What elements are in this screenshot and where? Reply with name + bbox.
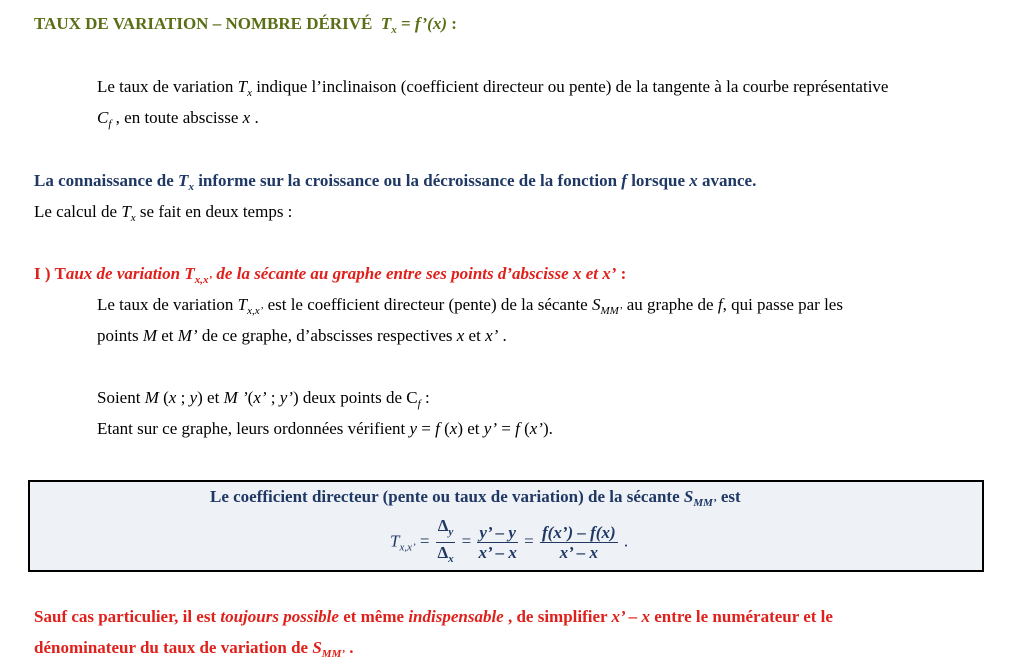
slope-formula: $T_{x,x’}$ = $\frac{\Delta_y}{\Delta_x}$ = $\frac{y’ - y}{x’ - x}$ = $\frac{f(x’) - f(x)}{x’ - x}$ . — [390, 516, 628, 560]
simplify-note-2: dénominateur du taux de variation de $S_{MM’}$ . — [34, 638, 354, 660]
function-fraction: $\frac{f(x’) - f(x)}{x’ - x}$ — [542, 523, 616, 562]
coordinates-fraction: $\frac{y’ - y}{x’ - x}$ — [478, 523, 517, 562]
calc-statement: Le calcul de $T_x$ se fait en deux temps : — [34, 202, 293, 224]
points-line-2: Etant sur ce graphe, leurs ordonnées vérifient y = f (x) et y’ = f (x’). — [97, 419, 553, 438]
formula-box — [28, 480, 984, 572]
secant-line-1: Le taux de variation $T_{x,x’}$ est le coefficient directeur (pente) de la sécante $S_{MM’}$ au graphe de f, qui passe par les — [97, 295, 843, 317]
intro-line-2: $C_f$ , en toute abscisse x . — [97, 108, 259, 130]
formula-box-heading: Le coefficient directeur (pente ou taux de variation) de la sécante $S_{MM’}$ est — [210, 487, 741, 509]
section-heading: I ) Taux de variation $T_{x,x’}$ de la sécante au graphe entre ses points d’abscisse x et x’ : — [34, 264, 627, 286]
points-line-1: Soient M (x ; y) et M ’(x’ ; y’) deux points de $C_f$ : — [97, 388, 430, 410]
simplify-note-1: Sauf cas particulier, il est toujours possible et même indispensable , de simplifier x’ – x entre le numérateur et le — [34, 607, 833, 626]
knowledge-statement: La connaissance de $T_x$ informe sur la croissance ou la décroissance de la fonction f lorsque x avance. — [34, 171, 757, 193]
page-title: TAUX DE VARIATION – NOMBRE DÉRIVÉ $T_x$ = f’(x) : — [34, 14, 457, 36]
intro-line-1: Le taux de variation $T_x$ indique l’inclinaison (coefficient directeur ou pente) de la tangente à la courbe représentative — [97, 77, 889, 99]
delta-fraction: $\frac{\Delta_y}{\Delta_x}$ — [437, 516, 454, 565]
secant-line-2: points M et M’ de ce graphe, d’abscisses respectives x et x’ . — [97, 326, 507, 345]
